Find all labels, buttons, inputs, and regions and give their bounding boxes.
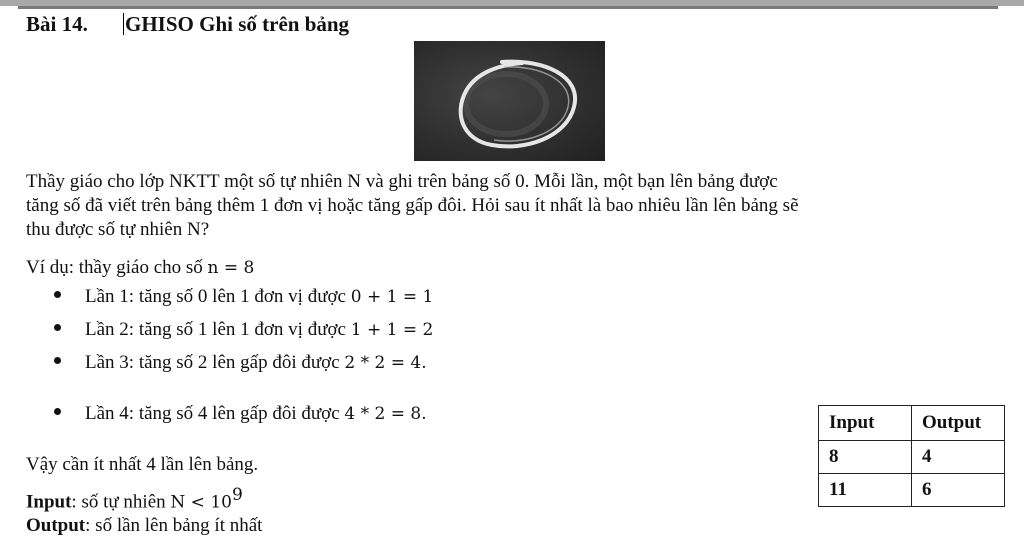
output-spec (26, 514, 1006, 538)
example-intro (26, 256, 1006, 280)
step-text: Lần 4: tăng số 4 lên gấp đôi được (85, 403, 345, 424)
example-step (54, 403, 427, 425)
step-text: Lần 3: tăng số 2 lên gấp đôi được (85, 352, 345, 373)
step-text: Lần 1: tăng số 0 lên 1 đơn vị được (85, 286, 351, 307)
table-header-row (819, 406, 1005, 441)
input-exponent: 9 (231, 485, 243, 505)
problem-description (26, 170, 1006, 242)
problem-header (26, 12, 349, 37)
input-math: N < 10 (170, 492, 232, 513)
table-cell: 8 (819, 441, 912, 474)
table-row (819, 474, 1005, 507)
table-cell: 4 (912, 441, 1005, 474)
table-header-input: Input (819, 406, 912, 441)
bullet-icon (54, 408, 61, 415)
step-math: 2 * 2 = 4. (344, 353, 427, 373)
example-step (54, 352, 427, 374)
text-cursor (123, 13, 124, 35)
bullet-icon (54, 291, 61, 298)
input-text: : số tự nhiên (71, 491, 171, 513)
table-cell: 11 (819, 474, 912, 507)
problem-number: Bài 14. (26, 12, 88, 36)
step-math: 1 + 1 = 2 (350, 320, 434, 340)
table-row (819, 441, 1005, 474)
bullet-icon (54, 324, 61, 331)
header-rule (18, 6, 998, 9)
chalk-circle-drawing (414, 41, 605, 161)
description-line: thu được số tự nhiên N? (26, 219, 210, 240)
table-cell: 6 (912, 474, 1005, 507)
step-math: 0 + 1 = 1 (350, 287, 434, 307)
example-intro-text: Ví dụ: thầy giáo cho số (26, 257, 208, 278)
step-math: 4 * 2 = 8. (344, 404, 427, 424)
example-step (54, 286, 433, 308)
example-step (54, 319, 433, 341)
chalkboard-image (414, 41, 605, 161)
output-label: Output (26, 515, 86, 536)
table-header-output: Output (912, 406, 1005, 441)
description-line: tăng số đã viết trên bảng thêm 1 đơn vị hoặc tăng gấp đôi. Hỏi sau ít nhất là bao nhiêu lần lên bảng sẽ (26, 195, 799, 216)
step-text: Lần 2: tăng số 1 lên 1 đơn vị được (85, 319, 351, 340)
bullet-icon (54, 357, 61, 364)
description-line: Thầy giáo cho lớp NKTT một số tự nhiên N và ghi trên bảng số 0. Mỗi lần, một bạn lên bảng được (26, 171, 778, 192)
input-label: Input (26, 491, 72, 513)
conclusion: Vậy cần ít nhất 4 lần lên bảng. (26, 454, 259, 475)
example-intro-math: n = 8 (207, 258, 255, 278)
example-io-table (818, 405, 1005, 507)
output-text: : số lần lên bảng ít nhất (85, 515, 263, 536)
problem-title: GHISO Ghi số trên bảng (125, 12, 350, 36)
